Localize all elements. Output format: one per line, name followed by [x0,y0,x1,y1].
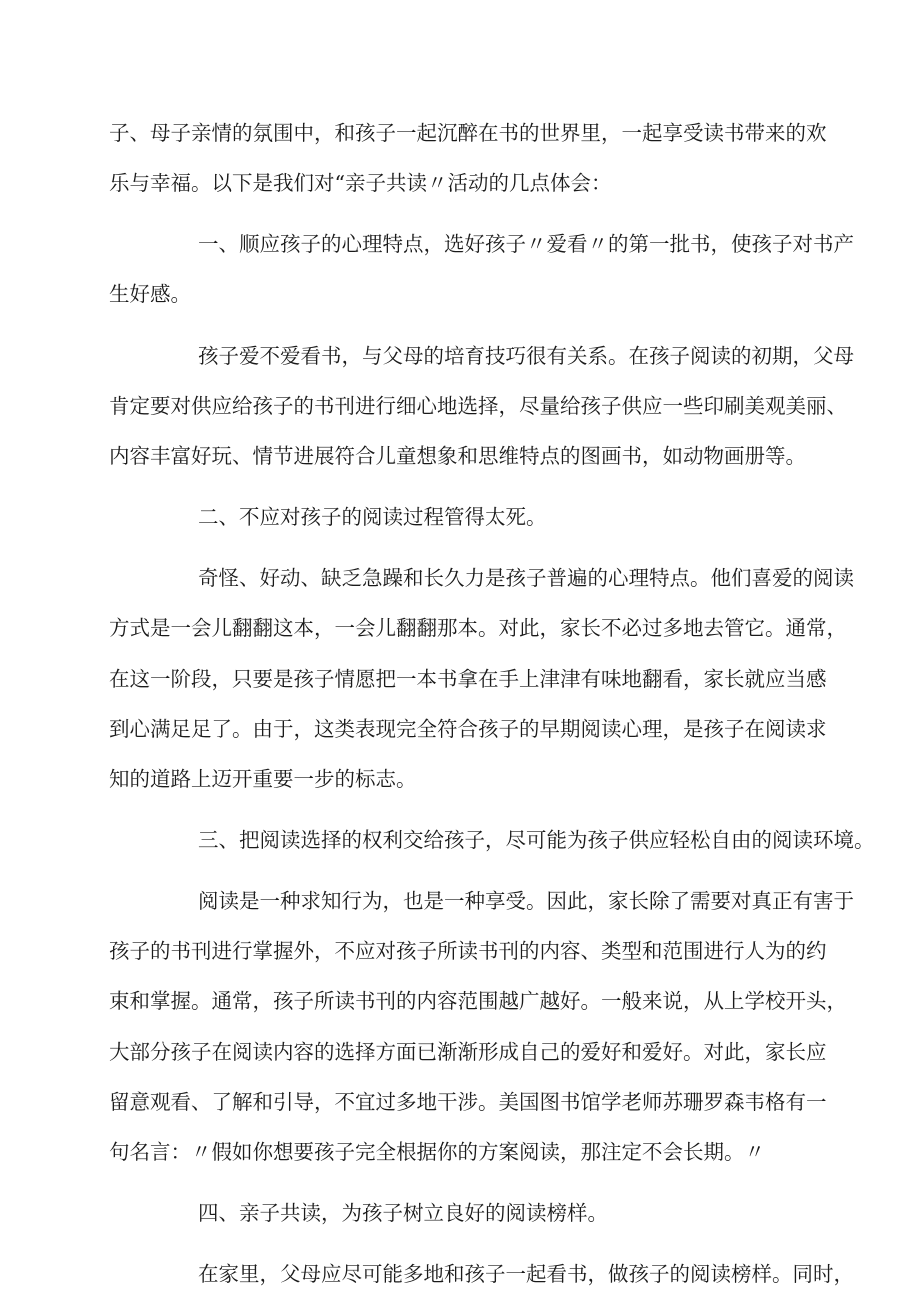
text-line: 孩子爱不爱看书，与父母的培育技巧很有关系。在孩子阅读的初期，父母 [198,344,854,368]
text-line: 子、母子亲情的氛围中，和孩子一起沉醉在书的世界里，一起享受读书带来的欢 [109,121,827,145]
text-line: 内容丰富好玩、情节进展符合儿童想象和思维特点的图画书，如动物画册等。 [109,444,806,468]
text-line: 阅读是一种求知行为，也是一种享受。因此，家长除了需要对真正有害于 [198,889,854,913]
text-line: 束和掌握。通常，孩子所读书刊的内容范围越广越好。一般来说，从上学校开头， [109,989,847,1013]
text-line: 大部分孩子在阅读内容的选择方面已渐渐形成自己的爱好和爱好。对此，家长应 [109,1040,827,1064]
text-line: 一、顺应孩子的心理特点，选好孩子〃爱看〃的第一批书，使孩子对书产 [198,232,854,256]
text-line: 知的道路上迈开重要一步的标志。 [109,767,417,791]
text-line: 在家里，父母应尽可能多地和孩子一起看书，做孩子的阅读榜样。同时， [198,1262,854,1286]
text-line: 在这一阶段，只要是孩子情愿把一本书拿在手上津津有味地翻看，家长就应当感 [109,667,827,691]
text-line: 方式是一会儿翻翻这本，一会儿翻翻那本。对此，家长不必过多地去管它。通常， [109,616,847,640]
text-line: 生好感。 [109,282,191,306]
text-line: 肯定要对供应给孩子的书刊进行细心地选择，尽量给孩子供应一些印刷美观美丽、 [109,394,847,418]
text-line: 三、把阅读选择的权利交给孩子，尽可能为孩子供应轻松自由的阅读环境。 [198,828,875,852]
text-line: 四、亲子共读，为孩子树立良好的阅读榜样。 [198,1201,608,1225]
text-line: 奇怪、好动、缺乏急躁和长久力是孩子普遍的心理特点。他们喜爱的阅读 [198,566,854,590]
text-line: 二、不应对孩子的阅读过程管得太死。 [198,505,547,529]
text-line: 孩子的书刊进行掌握外，不应对孩子所读书刊的内容、类型和范围进行人为的约 [109,939,827,963]
text-line: 到心满足足了。由于，这类表现完全符合孩子的早期阅读心理，是孩子在阅读求 [109,717,827,741]
text-line: 乐与幸福。以下是我们对“亲子共读〃活动的几点体会： [109,171,612,195]
text-line: 句名言：〃假如你想要孩子完全根据你的方案阅读，那注定不会长期。〃 [109,1140,765,1164]
text-line: 留意观看、了解和引导，不宜过多地干涉。美国图书馆学老师苏珊罗森韦格有一 [109,1090,827,1114]
